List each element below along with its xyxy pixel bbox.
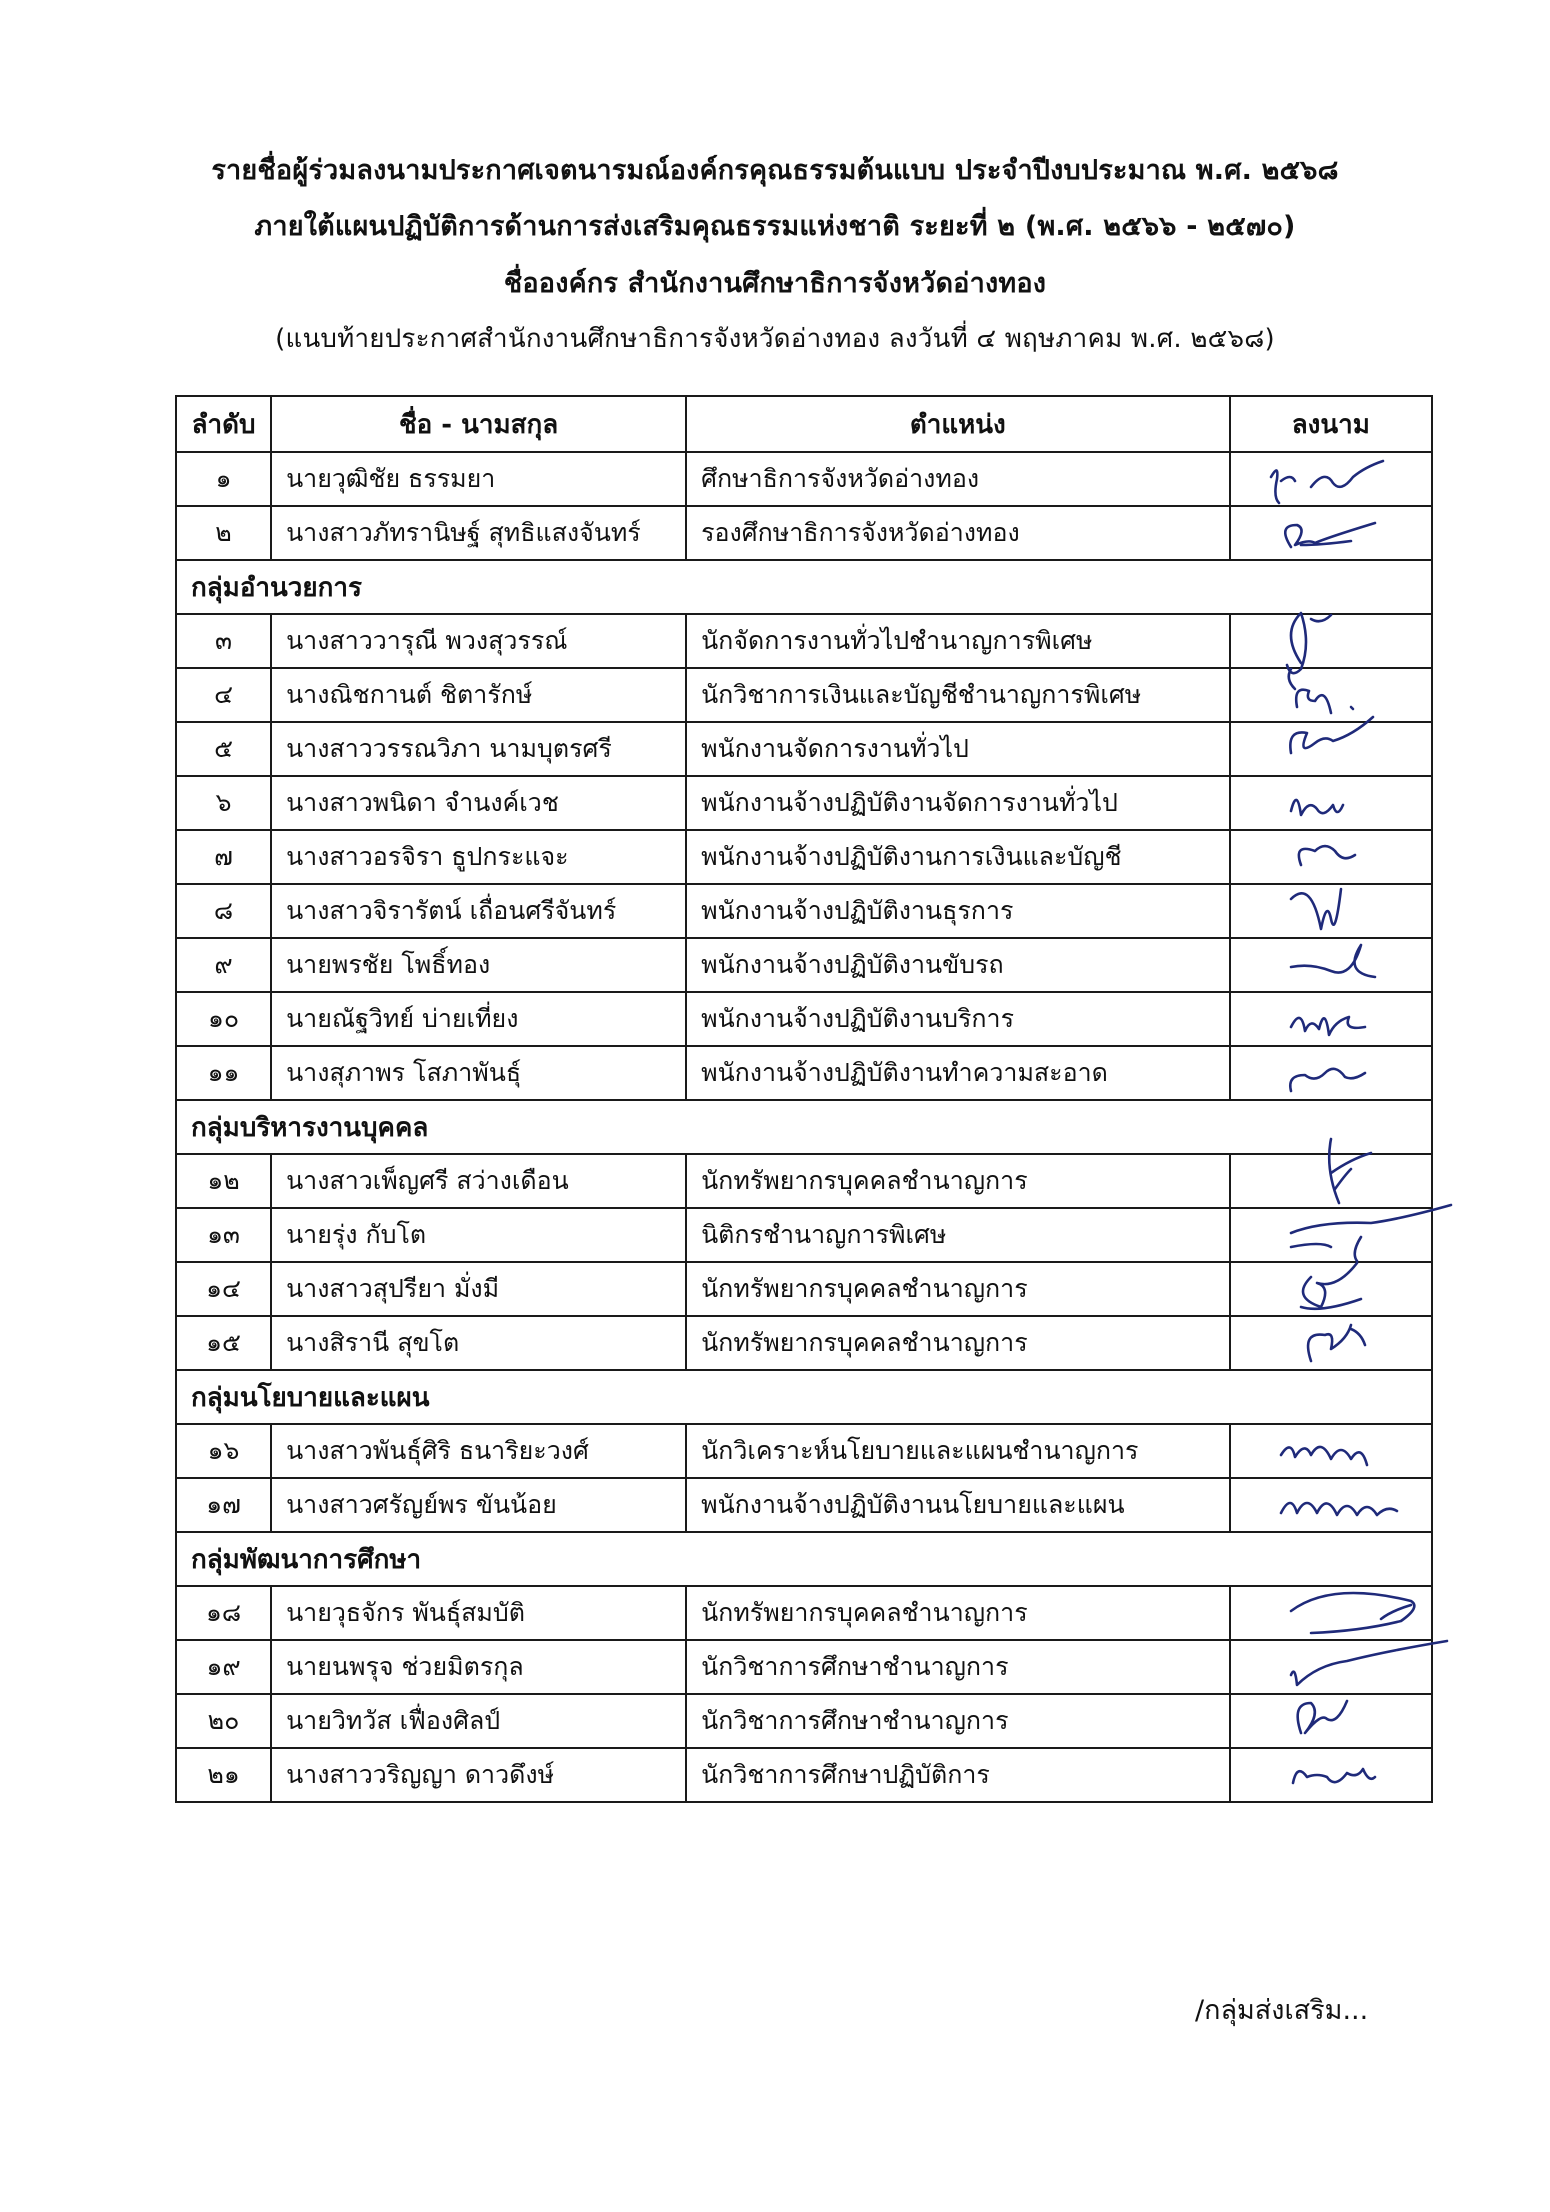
row-name: นางสาวพนิดา จำนงค์เวช (271, 776, 686, 830)
signature-stroke (1290, 717, 1373, 753)
row-number: ๔ (176, 668, 271, 722)
column-header-name: ชื่อ - นามสกุล (271, 396, 686, 452)
signature-stroke (1298, 846, 1354, 865)
signature-cell (1230, 1694, 1432, 1748)
table-row (176, 452, 1432, 506)
row-number: ๑๘ (176, 1586, 271, 1640)
table-row (176, 506, 1432, 560)
row-position: รองศึกษาธิการจังหวัดอ่างทอง (686, 506, 1230, 560)
row-number: ๘ (176, 884, 271, 938)
signature-cell (1230, 830, 1432, 884)
signature-stroke (1291, 1593, 1414, 1633)
row-number: ๕ (176, 722, 271, 776)
column-header-position: ตำแหน่ง (686, 396, 1230, 452)
row-number: ๑๔ (176, 1262, 271, 1316)
table-row (176, 1694, 1432, 1748)
row-number: ๑๒ (176, 1154, 271, 1208)
signature-cell (1230, 1478, 1432, 1532)
table-row (176, 1046, 1432, 1100)
row-position: พนักงานจ้างปฏิบัติงานทำความสะอาด (686, 1046, 1230, 1100)
row-number: ๑๙ (176, 1640, 271, 1694)
signature-cell (1230, 1154, 1432, 1208)
handwritten-signature-icon (1231, 1473, 1436, 1537)
row-name: นายรุ่ง กับโต (271, 1208, 686, 1262)
signature-stroke (1291, 889, 1341, 929)
signature-cell (1230, 1424, 1432, 1478)
row-number: ๙ (176, 938, 271, 992)
row-number: ๑๖ (176, 1424, 271, 1478)
attachment-note: (แนบท้ายประกาศสำนักงานศึกษาธิการจังหวัดอ่างทอง ลงวันที่ ๔ พฤษภาคม พ.ศ. ๒๕๖๘) (275, 324, 1275, 354)
row-name: นางสาวพันธุ์ศิริ ธนาริยะวงศ์ (271, 1424, 686, 1478)
signature-stroke (1291, 1205, 1451, 1261)
row-name: นางสาววรรณวิภา นามบุตรศรี (271, 722, 686, 776)
row-position: นักทรัพยากรบุคคลชำนาญการ (686, 1262, 1230, 1316)
table-row (176, 884, 1432, 938)
group-header: กลุ่มบริหารงานบุคคล (176, 1100, 1432, 1154)
table-row (176, 1478, 1432, 1532)
signature-cell (1230, 1316, 1432, 1370)
signature-stroke (1281, 1503, 1397, 1515)
table-row (176, 938, 1432, 992)
row-position: นักทรัพยากรบุคคลชำนาญการ (686, 1586, 1230, 1640)
handwritten-signature-icon (1231, 1311, 1436, 1375)
document-subtitle: ภายใต้แผนปฏิบัติการด้านการส่งเสริมคุณธรรมแห่งชาติ ระยะที่ ๒ (พ.ศ. ๒๕๖๖ - ๒๕๗๐) (254, 211, 1296, 242)
signature-stroke (1291, 800, 1343, 815)
column-header-number: ลำดับ (176, 396, 271, 452)
row-number: ๒๑ (176, 1748, 271, 1802)
signature-stroke (1285, 523, 1375, 547)
table-header-row (176, 396, 1432, 452)
signature-cell (1230, 1586, 1432, 1640)
table-row (176, 1154, 1432, 1208)
signature-stroke (1308, 1325, 1365, 1361)
signature-cell (1230, 452, 1432, 506)
row-name: นายวุธจักร พันธุ์สมบัติ (271, 1586, 686, 1640)
signature-stroke (1329, 1139, 1371, 1203)
table-row (176, 830, 1432, 884)
row-position: พนักงานจ้างปฏิบัติงานการเงินและบัญชี (686, 830, 1230, 884)
row-position: นักทรัพยากรบุคคลชำนาญการ (686, 1154, 1230, 1208)
row-position: นักทรัพยากรบุคคลชำนาญการ (686, 1316, 1230, 1370)
signature-cell (1230, 1208, 1432, 1262)
table-body (176, 452, 1432, 1802)
signature-cell (1230, 1748, 1432, 1802)
table-row (176, 1586, 1432, 1640)
table-row (176, 1208, 1432, 1262)
signature-cell (1230, 722, 1432, 776)
group-header-row (176, 1532, 1432, 1586)
row-name: นายพรชัย โพธิ์ทอง (271, 938, 686, 992)
signature-cell (1230, 1262, 1432, 1316)
row-number: ๑๗ (176, 1478, 271, 1532)
table-row (176, 992, 1432, 1046)
signature-cell (1230, 884, 1432, 938)
signature-stroke (1281, 1447, 1367, 1465)
table-row (176, 722, 1432, 776)
group-header-row (176, 1100, 1432, 1154)
group-header-row (176, 560, 1432, 614)
table-row (176, 776, 1432, 830)
row-name: นางสาวอรจิรา ธูปกระแจะ (271, 830, 686, 884)
row-name: นางสาวสุปรียา มั่งมี (271, 1262, 686, 1316)
row-name: นายวิทวัส เฟื่องศิลป์ (271, 1694, 686, 1748)
signature-stroke (1290, 1069, 1365, 1091)
signature-stroke (1291, 1641, 1447, 1685)
continuation-note: /กลุ่มส่งเสริม... (1195, 1995, 1369, 2026)
row-name: นางสาวจิรารัตน์ เถื่อนศรีจันทร์ (271, 884, 686, 938)
signature-cell (1230, 1640, 1432, 1694)
row-name: นางสาวศรัญย์พร ขันน้อย (271, 1478, 686, 1532)
row-number: ๑๕ (176, 1316, 271, 1370)
table-row (176, 1262, 1432, 1316)
row-name: นายวุฒิชัย ธรรมยา (271, 452, 686, 506)
group-header-row (176, 1370, 1432, 1424)
row-position: ศึกษาธิการจังหวัดอ่างทอง (686, 452, 1230, 506)
row-position: นักวิชาการศึกษาปฏิบัติการ (686, 1748, 1230, 1802)
table-row (176, 614, 1432, 668)
row-number: ๒๐ (176, 1694, 271, 1748)
table-row (176, 1640, 1432, 1694)
row-position: นักวิชาการเงินและบัญชีชำนาญการพิเศษ (686, 668, 1230, 722)
signature-cell (1230, 614, 1432, 668)
row-name: นายนพรุจ ช่วยมิตรกุล (271, 1640, 686, 1694)
signature-stroke (1297, 1701, 1346, 1733)
row-position: พนักงานจ้างปฏิบัติงานขับรถ (686, 938, 1230, 992)
signature-cell (1230, 992, 1432, 1046)
row-position: พนักงานจ้างปฏิบัติงานธุรการ (686, 884, 1230, 938)
row-number: ๑๐ (176, 992, 271, 1046)
row-position: นิติกรชำนาญการพิเศษ (686, 1208, 1230, 1262)
row-name: นางสาวภัทรานิษฐ์ สุทธิแสงจันทร์ (271, 506, 686, 560)
row-number: ๑ (176, 452, 271, 506)
signature-stroke (1291, 1017, 1365, 1035)
signature-stroke (1288, 669, 1352, 713)
row-number: ๖ (176, 776, 271, 830)
row-name: นางณิชกานต์ ชิตารักษ์ (271, 668, 686, 722)
row-name: นางสาววริญญา ดาวดึงษ์ (271, 1748, 686, 1802)
row-name: นางสุภาพร โสภาพันธุ์ (271, 1046, 686, 1100)
table-row (176, 668, 1432, 722)
table-row (176, 1424, 1432, 1478)
group-header: กลุ่มนโยบายและแผน (176, 1370, 1432, 1424)
signature-cell (1230, 776, 1432, 830)
row-position: พนักงานจ้างปฏิบัติงานนโยบายและแผน (686, 1478, 1230, 1532)
document-title: รายชื่อผู้ร่วมลงนามประกาศเจตนารมณ์องค์กรคุณธรรมต้นแบบ ประจำปีงบประมาณ พ.ศ. ๒๕๖๘ (211, 155, 1339, 186)
signature-cell (1230, 1046, 1432, 1100)
row-position: นักวิชาการศึกษาชำนาญการ (686, 1640, 1230, 1694)
signature-stroke (1271, 461, 1383, 503)
row-position: พนักงานจ้างปฏิบัติงานบริการ (686, 992, 1230, 1046)
row-number: ๗ (176, 830, 271, 884)
signature-cell (1230, 668, 1432, 722)
row-number: ๓ (176, 614, 271, 668)
group-header: กลุ่มพัฒนาการศึกษา (176, 1532, 1432, 1586)
handwritten-signature-icon (1231, 1743, 1436, 1807)
row-position: นักจัดการงานทั่วไปชำนาญการพิเศษ (686, 614, 1230, 668)
row-position: พนักงานจัดการงานทั่วไป (686, 722, 1230, 776)
row-name: นางสิรานี สุขโต (271, 1316, 686, 1370)
signatory-table (175, 395, 1433, 1803)
row-position: นักวิชาการศึกษาชำนาญการ (686, 1694, 1230, 1748)
row-position: นักวิเคราะห์นโยบายและแผนชำนาญการ (686, 1424, 1230, 1478)
handwritten-signature-icon (1231, 1041, 1436, 1105)
row-name: นางสาวเพ็ญศรี สว่างเดือน (271, 1154, 686, 1208)
group-header: กลุ่มอำนวยการ (176, 560, 1432, 614)
signature-stroke (1291, 945, 1375, 977)
table-row (176, 1316, 1432, 1370)
organization-name: ชื่อองค์กร สำนักงานศึกษาธิการจังหวัดอ่างทอง (503, 268, 1047, 299)
column-header-signature: ลงนาม (1230, 396, 1432, 452)
row-number: ๒ (176, 506, 271, 560)
table-row (176, 1748, 1432, 1802)
row-name: นางสาววารุณี พวงสุวรรณ์ (271, 614, 686, 668)
row-number: ๑๑ (176, 1046, 271, 1100)
signature-stroke (1301, 1263, 1361, 1309)
row-name: นายณัฐวิทย์ บ่ายเที่ยง (271, 992, 686, 1046)
row-number: ๑๓ (176, 1208, 271, 1262)
row-position: พนักงานจ้างปฏิบัติงานจัดการงานทั่วไป (686, 776, 1230, 830)
signature-stroke (1293, 1769, 1375, 1783)
signature-cell (1230, 938, 1432, 992)
signature-cell (1230, 506, 1432, 560)
handwritten-signature-icon (1231, 501, 1436, 565)
